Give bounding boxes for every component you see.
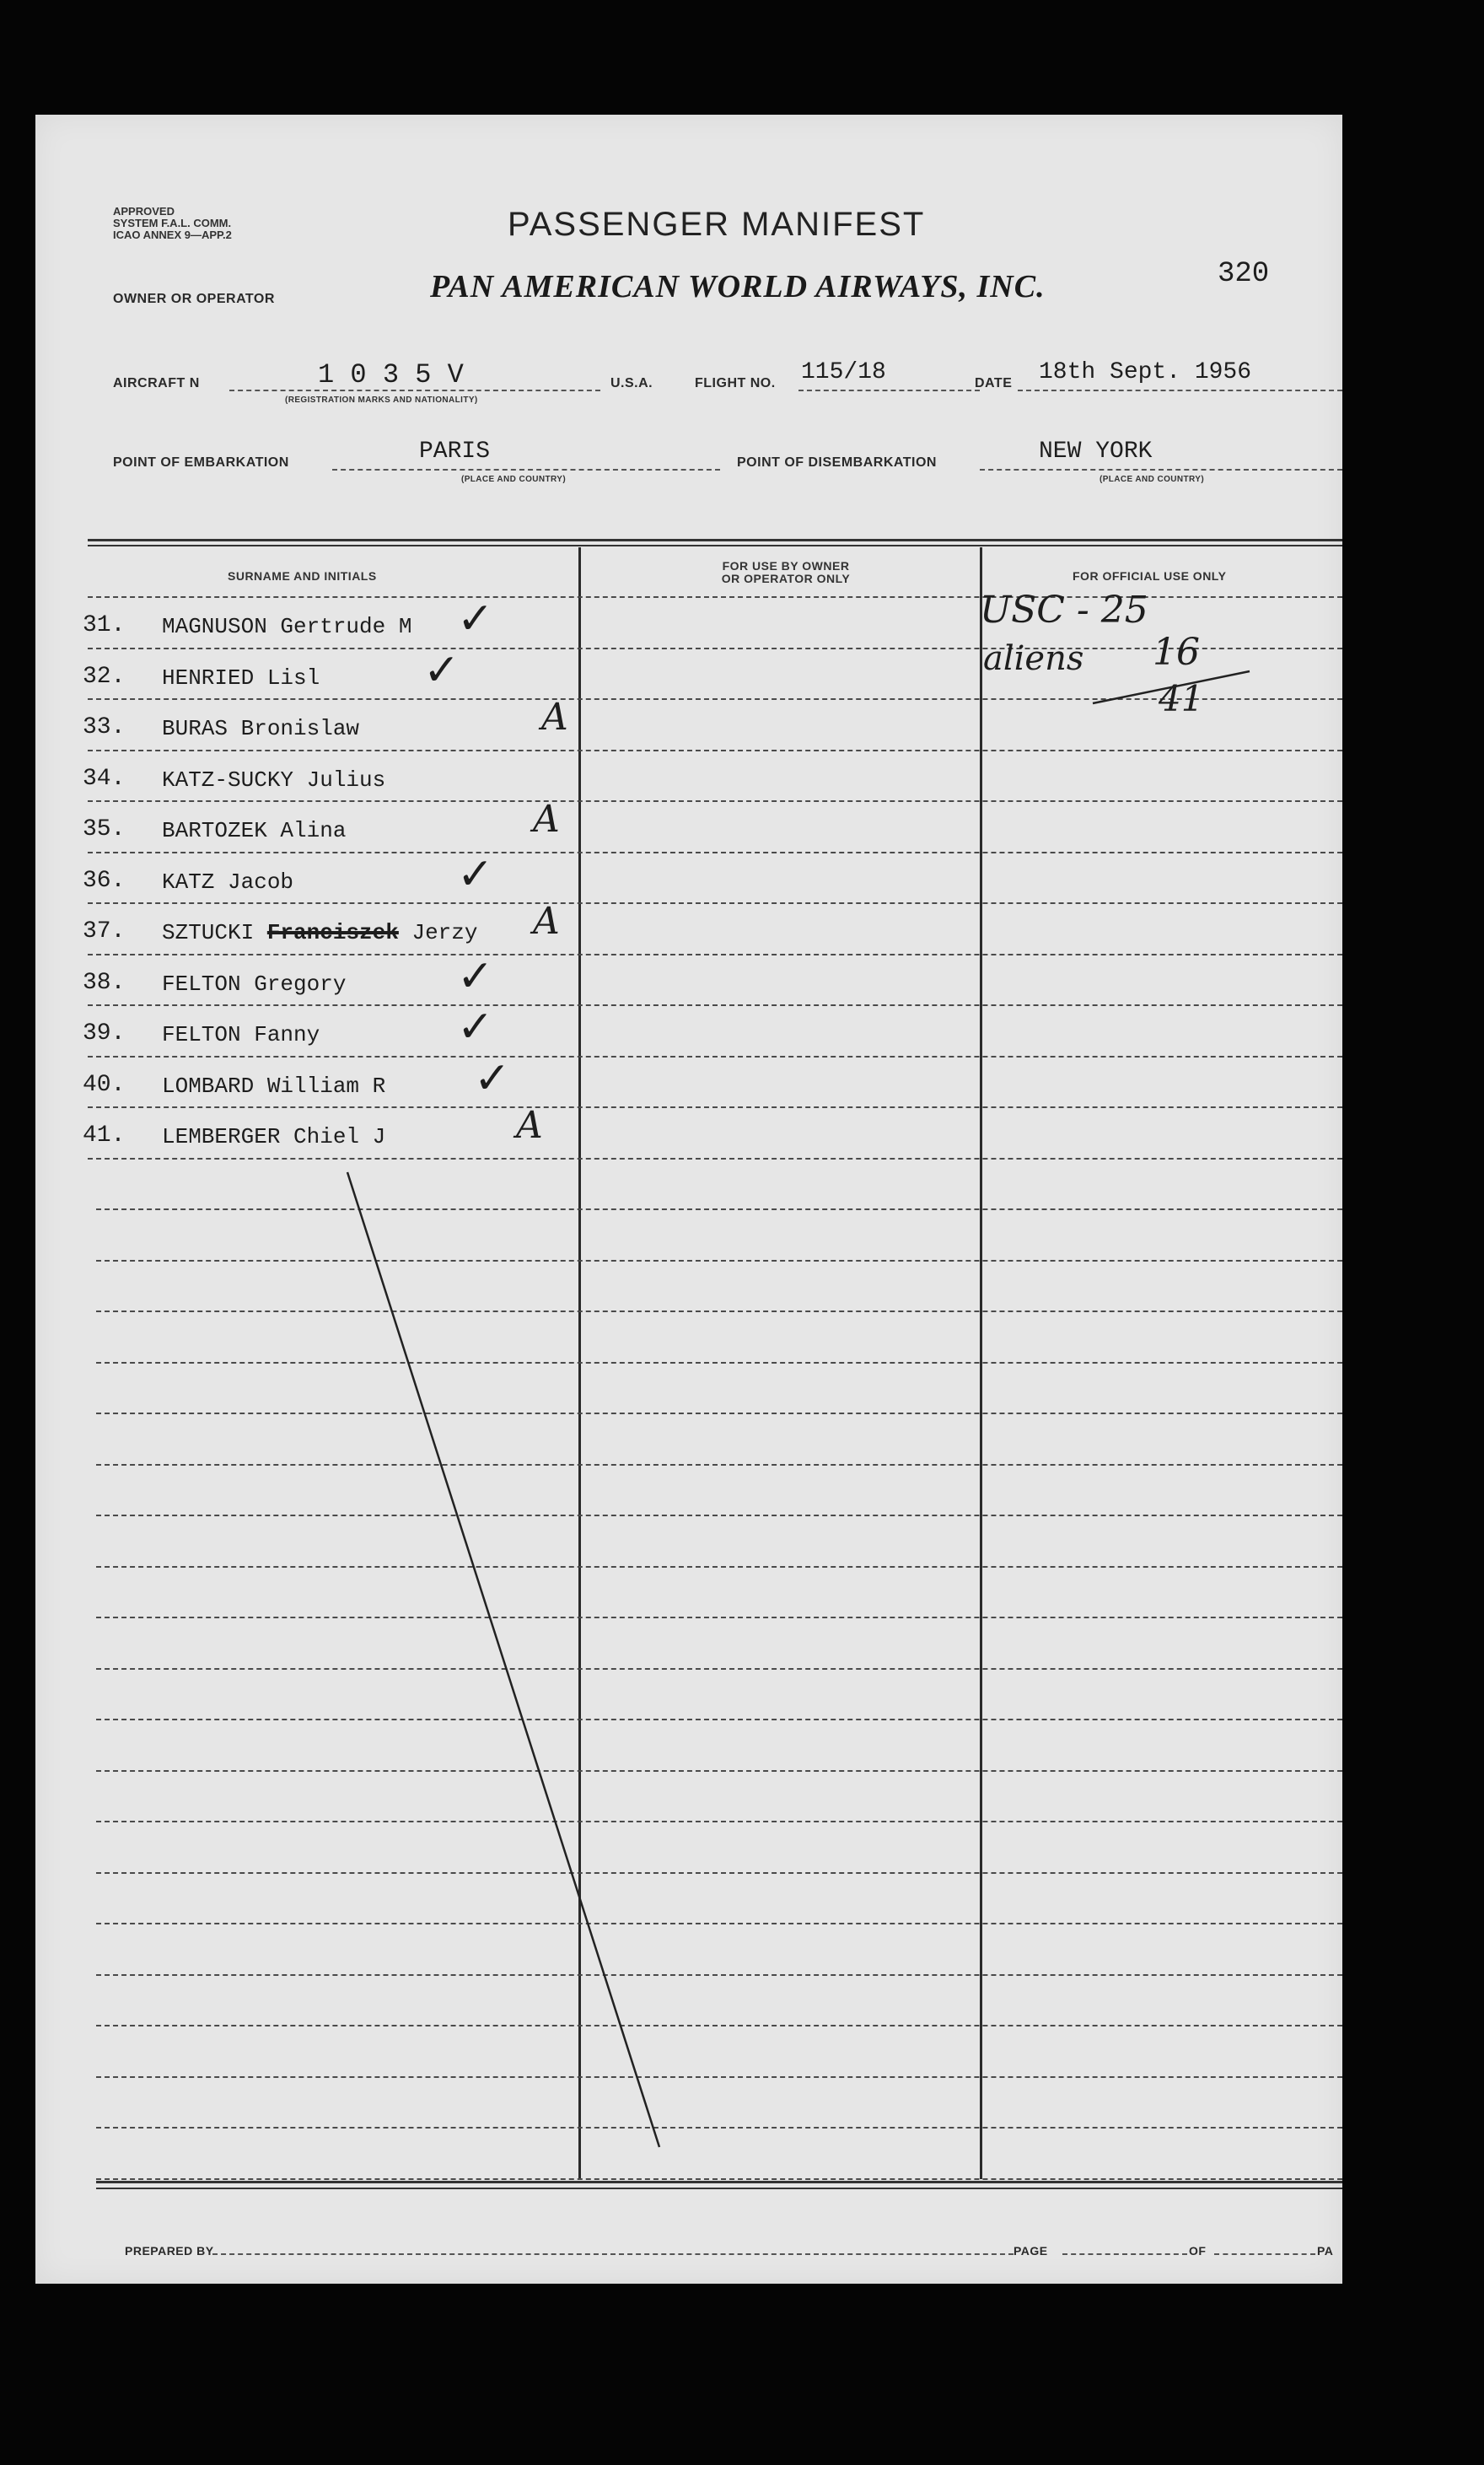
- passenger-number: 34.: [83, 765, 126, 792]
- struck-out-name: Franciszek: [266, 920, 399, 945]
- of-label: OF: [1189, 2244, 1207, 2258]
- passenger-number: 40.: [83, 1071, 126, 1098]
- disembarkation-place: NEW YORK: [1039, 439, 1153, 465]
- embarkation-sublabel: (PLACE AND COUNTRY): [461, 475, 567, 484]
- approval-line: APPROVED: [113, 205, 175, 218]
- alien-mark: A: [533, 798, 560, 841]
- column-header-line: FOR USE BY OWNER: [722, 559, 850, 573]
- passenger-name: LEMBERGER Chiel J: [162, 1124, 386, 1149]
- check-mark: ✓: [457, 848, 494, 900]
- approval-line: ICAO ANNEX 9—APP.2: [113, 229, 232, 241]
- column-header-official-use: FOR OFFICIAL USE ONLY: [1073, 569, 1227, 583]
- passenger-number: 37.: [83, 918, 126, 945]
- passenger-name: BURAS Bronislaw: [162, 716, 360, 741]
- check-mark: ✓: [457, 594, 494, 644]
- alien-mark: A: [533, 900, 560, 943]
- flight-number: 115/18: [801, 359, 886, 385]
- aircraft-number: 1 0 3 5 V: [318, 359, 464, 390]
- passenger-number: 31.: [83, 612, 126, 638]
- passenger-number: 35.: [83, 816, 126, 842]
- passenger-number: 33.: [83, 714, 126, 740]
- embarkation-place: PARIS: [419, 439, 491, 465]
- passenger-name: KATZ-SUCKY Julius: [162, 767, 386, 793]
- manifest-sheet: [35, 115, 1342, 2284]
- flight-date: 18th Sept. 1956: [1039, 359, 1252, 385]
- passenger-name: FELTON Gregory: [162, 971, 347, 997]
- passenger-name: BARTOZEK Alina: [162, 818, 347, 843]
- airline-name: PAN AMERICAN WORLD AIRWAYS, INC.: [430, 269, 1046, 304]
- page-stamp-number: 320: [1218, 258, 1270, 290]
- cancel-stroke: [347, 1172, 659, 2147]
- passenger-name: FELTON Fanny: [162, 1022, 320, 1047]
- alien-mark: A: [516, 1104, 543, 1147]
- official-note-aliens-label: aliens: [983, 639, 1084, 678]
- disembarkation-label: POINT OF DISEMBARKATION: [737, 455, 937, 470]
- column-header-line: OR OPERATOR ONLY: [721, 572, 851, 585]
- passenger-name: LOMBARD William R: [162, 1073, 386, 1099]
- column-header-surname: SURNAME AND INITIALS: [228, 569, 377, 583]
- check-mark: ✓: [423, 644, 460, 696]
- page-title: PASSENGER MANIFEST: [508, 206, 926, 243]
- passenger-surname: SZTUCKI: [162, 920, 267, 945]
- passenger-given-name: Jerzy: [398, 920, 478, 945]
- passenger-name: HENRIED Lisl: [162, 665, 320, 691]
- owner-label: OWNER OR OPERATOR: [113, 292, 275, 306]
- check-mark: ✓: [474, 1052, 511, 1104]
- passenger-name: KATZ Jacob: [162, 869, 294, 895]
- passenger-name: MAGNUSON Gertrude M: [162, 614, 412, 639]
- passenger-number: 38.: [83, 969, 126, 996]
- flight-no-label: FLIGHT NO.: [695, 376, 776, 390]
- official-note-citizens: USC - 25: [980, 589, 1148, 632]
- passenger-number: 36.: [83, 867, 126, 894]
- date-label: DATE: [975, 376, 1013, 390]
- fraction-bar: [1093, 671, 1250, 703]
- official-note-total: 41: [1159, 678, 1204, 719]
- prepared-by-label: PREPARED BY: [125, 2244, 214, 2258]
- check-mark: ✓: [457, 1002, 494, 1052]
- official-note-aliens-count: 16: [1153, 631, 1200, 674]
- passenger-number: 32.: [83, 663, 126, 690]
- disembarkation-sublabel: (PLACE AND COUNTRY): [1100, 475, 1205, 484]
- passenger-number: 41.: [83, 1122, 126, 1149]
- handwriting-strokes: [35, 115, 1342, 2284]
- alien-mark: A: [541, 696, 568, 739]
- check-mark: ✓: [457, 950, 494, 1002]
- aircraft-label: AIRCRAFT N: [113, 376, 200, 390]
- approval-line: SYSTEM F.A.L. COMM.: [113, 217, 232, 229]
- passenger-number: 39.: [83, 1020, 126, 1047]
- nationality-label: U.S.A.: [610, 376, 653, 390]
- page-label: PAGE: [1014, 2244, 1048, 2258]
- pages-label: PA: [1317, 2244, 1334, 2258]
- registration-sublabel: (REGISTRATION MARKS AND NATIONALITY): [285, 396, 478, 405]
- embarkation-label: POINT OF EMBARKATION: [113, 455, 289, 470]
